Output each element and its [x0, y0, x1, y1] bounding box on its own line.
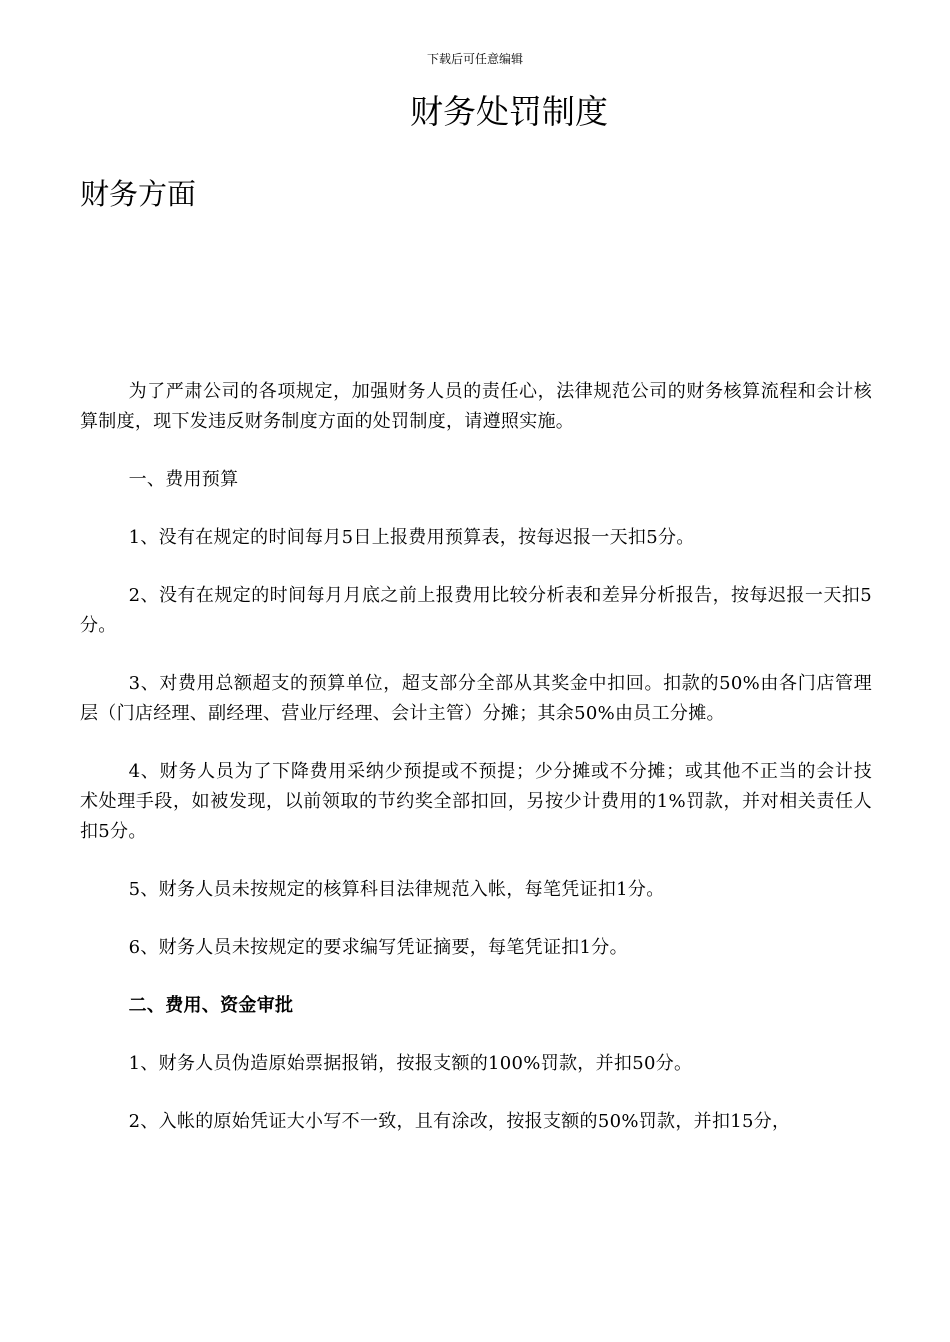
- paragraph-heading-approval: 二、费用、资金审批: [128, 995, 294, 1016]
- paragraph-item: 1、没有在规定的时间每月5日上报费用预算表，按每迟报一天扣5分。: [128, 527, 695, 548]
- document-title: 财务处罚制度: [410, 92, 608, 131]
- paragraph-item: 4、财务人员为了下降费用采纳少预提或不预提；少分摊或不分摊；或其他不正当的会计技术处理手段，如被发现，以前领取的节约奖全部扣回，另按少计费用的1%罚款，并对相关责任人扣5分。: [80, 761, 872, 842]
- paragraph-item: 2、没有在规定的时间每月月底之前上报费用比较分析表和差异分析报告，按每迟报一天扣5分。: [80, 585, 872, 636]
- paragraph-item: 6、财务人员未按规定的要求编写凭证摘要，每笔凭证扣1分。: [128, 937, 628, 958]
- paragraph-heading-budget: 一、费用预算: [128, 469, 239, 490]
- document-body: [80, 377, 872, 1165]
- paragraph-item: 2、入帐的原始凭证大小写不一致，且有涂改，按报支额的50%罚款，并扣15分，: [128, 1111, 791, 1132]
- page-header-note: 下载后可任意编辑: [426, 52, 523, 66]
- paragraph-item: 3、对费用总额超支的预算单位，超支部分全部从其奖金中扣回。扣款的50%由各门店管理层（门店经理、副经理、营业厅经理、会计主管）分摊；其余50%由员工分摊。: [80, 673, 872, 724]
- paragraph-item: 5、财务人员未按规定的核算科目法律规范入帐，每笔凭证扣1分。: [128, 879, 665, 900]
- paragraph-intro: 为了严肃公司的各项规定，加强财务人员的责任心，法律规范公司的财务核算流程和会计核算制度，现下发违反财务制度方面的处罚制度，请遵照实施。: [80, 381, 872, 432]
- section-heading: 财务方面: [80, 177, 197, 211]
- paragraph-item: 1、财务人员伪造原始票据报销，按报支额的100%罚款，并扣50分。: [128, 1053, 693, 1074]
